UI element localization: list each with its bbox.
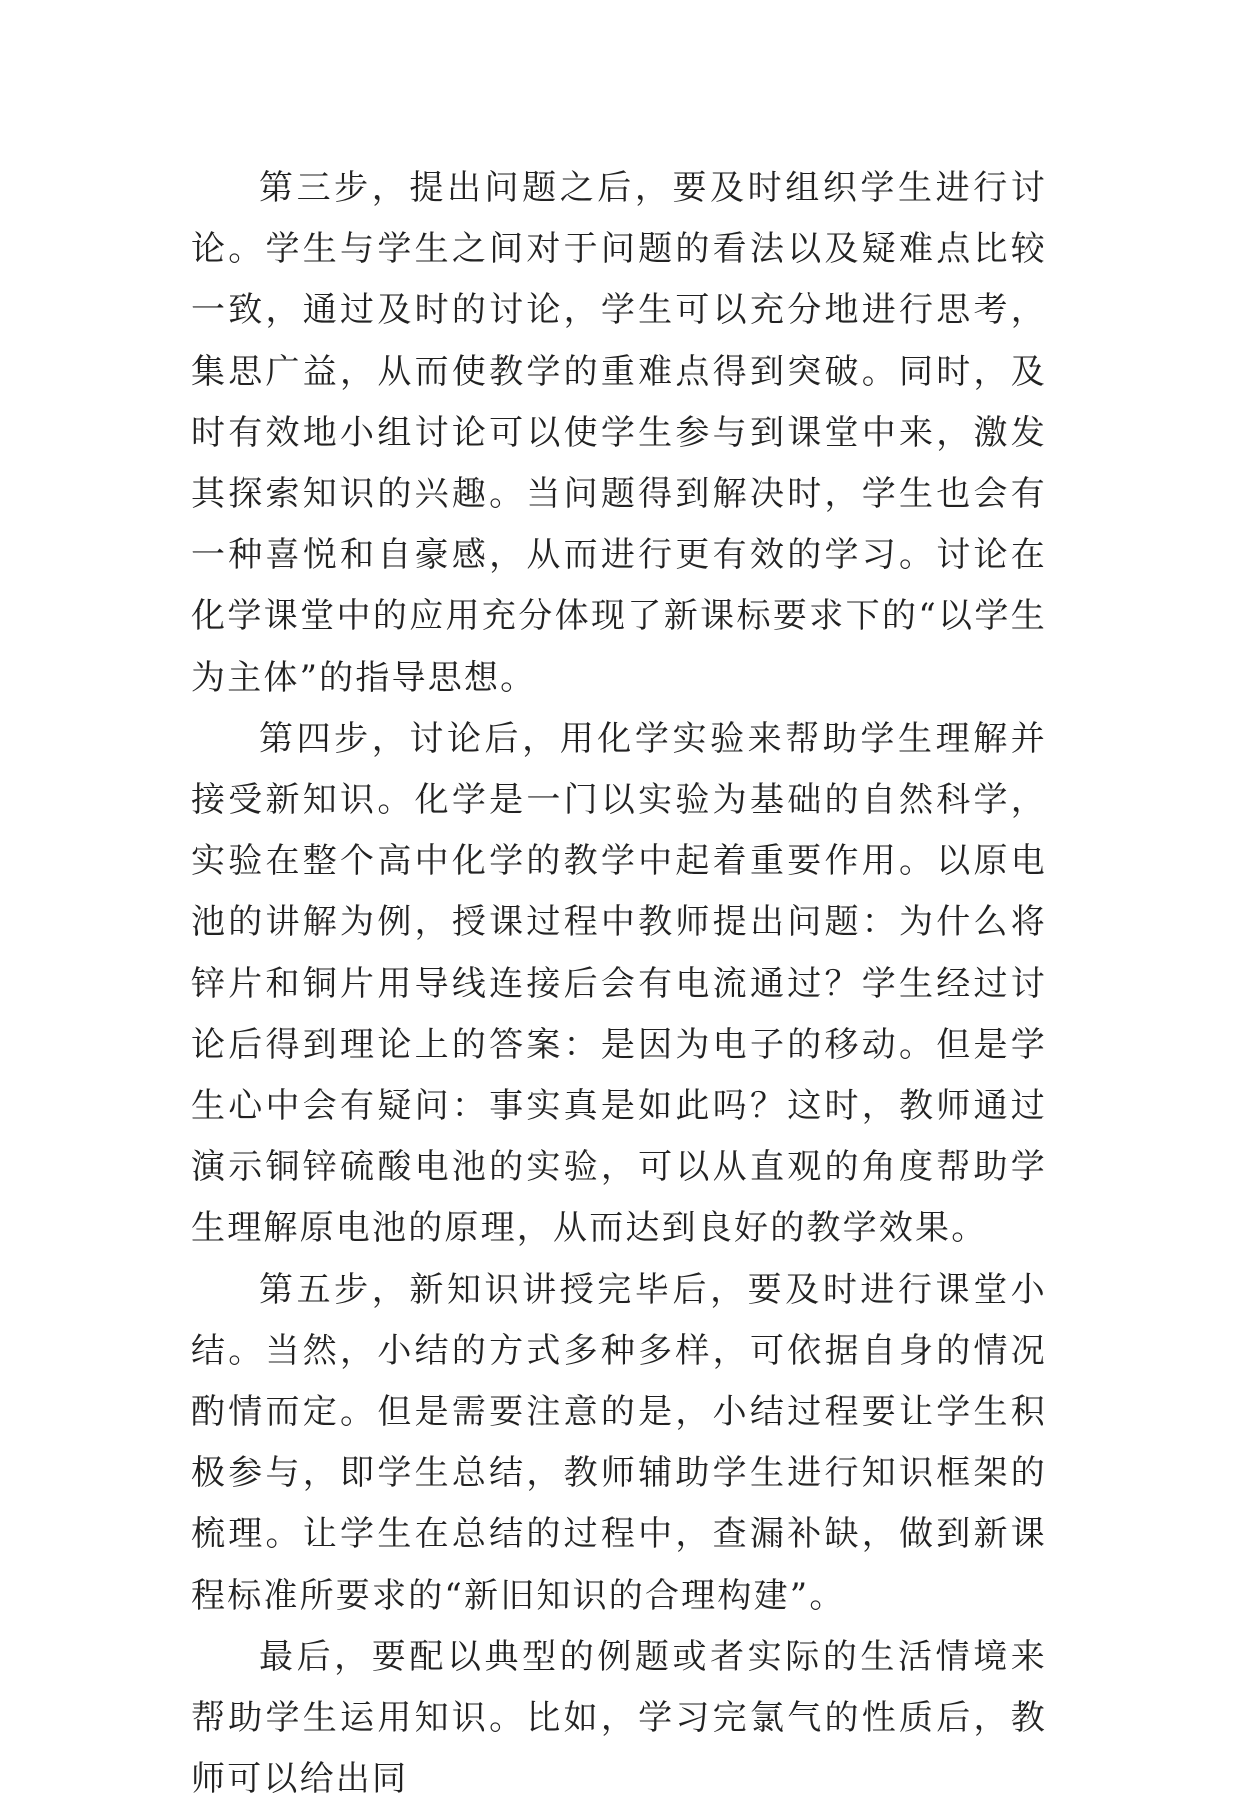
paragraph-final-step: 最后，要配以典型的例题或者实际的生活情境来帮助学生运用知识。比如，学习完氯气的性质后，教师可以给出同 xyxy=(191,1636,1047,1800)
paragraph-step-three: 第三步，提出问题之后，要及时组织学生进行讨论。学生与学生之间对于问题的看法以及疑难点比较一致，通过及时的讨论，学生可以充分地进行思考，集思广益，从而使教学的重难点得到突破。同时，及时有效地小组讨论可以使学生参与到课堂中来，激发其探索知识的兴趣。当问题得到解决时，学生也会有一种喜悦和自豪感，从而进行更有效的学习。讨论在化学课堂中的应用充分体现了新课标要求下的“以学生为主体”的指导思想。 xyxy=(191,168,1047,698)
body-text xyxy=(191,158,1047,1810)
paragraph-step-four: 第四步，讨论后，用化学实验来帮助学生理解并接受新知识。化学是一门以实验为基础的自然科学，实验在整个高中化学的教学中起着重要作用。以原电池的讲解为例，授课过程中教师提出问题：为什么将锌片和铜片用导线连接后会有电流通过？学生经过讨论后得到理论上的答案：是因为电子的移动。但是学生心中会有疑问：事实真是如此吗？这时，教师通过演示铜锌硫酸电池的实验，可以从直观的角度帮助学生理解原电池的原理，从而达到良好的教学效果。 xyxy=(191,718,1047,1249)
paragraph-step-five: 第五步，新知识讲授完毕后，要及时进行课堂小结。当然，小结的方式多种多样，可依据自身的情况酌情而定。但是需要注意的是，小结过程要让学生积极参与，即学生总结，教师辅助学生进行知识框架的梳理。让学生在总结的过程中，查漏补缺，做到新课程标准所要求的“新旧知识的合理构建”。 xyxy=(191,1269,1047,1616)
